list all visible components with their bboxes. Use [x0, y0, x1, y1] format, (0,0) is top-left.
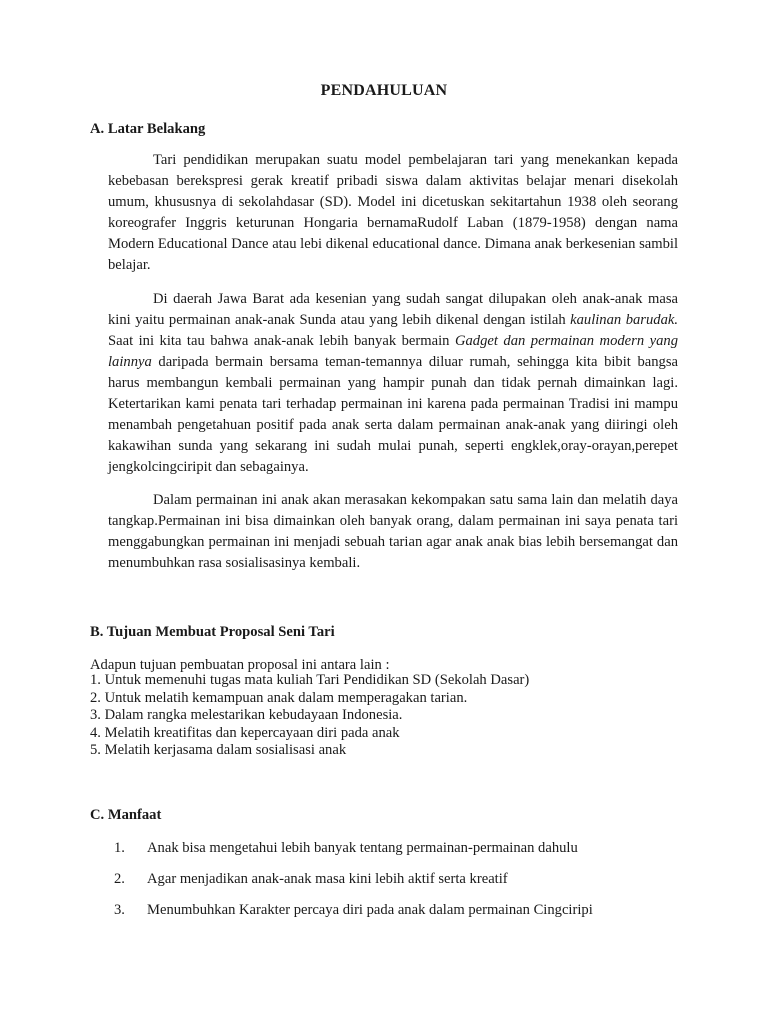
list-item: 1. Untuk memenuhi tugas mata kuliah Tari Pendidikan SD (Sekolah Dasar): [90, 672, 530, 688]
paragraph-2-text-c: Saat ini kita tau bahwa anak-anak lebih banyak bermain: [108, 333, 455, 349]
list-item: 2. Untuk melatih kemampuan anak dalam memperagakan tarian.: [90, 689, 468, 706]
list-item-text: Anak bisa mengetahui lebih banyak tentang permainan-permainan dahulu: [147, 840, 578, 856]
paragraph-2-italic-gadget: Gadget dan permainan modern yang lainnya: [108, 333, 679, 370]
list-item: [114, 838, 593, 869]
list-item: [114, 869, 593, 900]
list-item: [114, 900, 593, 931]
section-c-list: [114, 838, 593, 931]
list-item-text: Agar menjadikan anak-anak masa kini lebih aktif serta kreatif: [147, 871, 508, 887]
list-item: 4. Melatih kreatifitas dan kepercayaan diri pada anak: [90, 724, 400, 741]
list-item-number: 3.: [114, 902, 125, 918]
list-item-number: 1.: [114, 840, 125, 856]
section-a-paragraph-1: Tari pendidikan merupakan suatu model pembelajaran tari yang menekankan kepada kebebasan berekspresi gerak kreatif pribadi siswa dalam aktivitas belajar menari disekolah umum, khususnya di sekolahdasar (SD). Model ini dicetuskan sekitartahun 1938 oleh seorang koreografer Inggris keturunan Hongaria bernamaRudolf Laban (1879-1958) dengan nama Modern Educational Dance atau lebi dikenal educational dance. Dimana anak berkesenian sambil belajar.: [108, 152, 678, 273]
section-a-heading: A. Latar Belakang: [90, 121, 206, 137]
section-c-heading: C. Manfaat: [90, 807, 162, 823]
list-item: 3. Dalam rangka melestarikan kebudayaan Indonesia.: [90, 707, 403, 723]
section-a-paragraph-2: [108, 289, 678, 478]
section-b-heading: B. Tujuan Membuat Proposal Seni Tari: [90, 624, 335, 640]
list-item-text: Menumbuhkan Karakter percaya diri pada anak dalam permainan Cingciripi: [147, 902, 593, 918]
list-item-number: 2.: [114, 871, 125, 887]
section-b-list: [90, 672, 529, 760]
page-title: PENDAHULUAN: [320, 82, 448, 99]
section-b-intro: Adapun tujuan pembuatan proposal ini antara lain :: [90, 657, 390, 673]
list-item: 5. Melatih kerjasama dalam sosialisasi anak: [90, 742, 347, 758]
section-a-paragraph-3: Dalam permainan ini anak akan merasakan kekompakan satu sama lain dan melatih daya tangkap.Permainan ini bisa dimainkan oleh banyak orang, dalam permainan ini saya penata tari menggabungkan permainan ini menjadi sebuah tarian agar anak anak bias lebih bersemangat dan menumbuhkan rasa sosialisasinya kembali.: [108, 492, 678, 571]
paragraph-2-italic-kaulinan: kaulinan barudak.: [570, 312, 678, 328]
paragraph-2-text-a: Di daerah Jawa Barat ada kesenian yang sudah sangat dilupakan oleh anak-anak masa kini yaitu permainan anak-anak Sunda atau yang lebih dikenal dengan istilah: [108, 291, 678, 328]
paragraph-2-text-e: daripada bermain bersama teman-temannya diluar rumah, sehingga kita bibit bangsa harus membangun kembali permainan yang hampir punah dan tidak pernah dimainkan lagi. Ketertarikan kami penata tari terhadap permainan ini karena pada permainan Tradisi ini mampu menambah pengetahuan positif pada anak serta dalam permainan anak-anak yang diiringi oleh kakawihan sunda yang sekarang ini sudah mulai punah, seperti engklek,oray-orayan,perepet jengkolcingciripit dan sebagainya.: [108, 354, 678, 475]
